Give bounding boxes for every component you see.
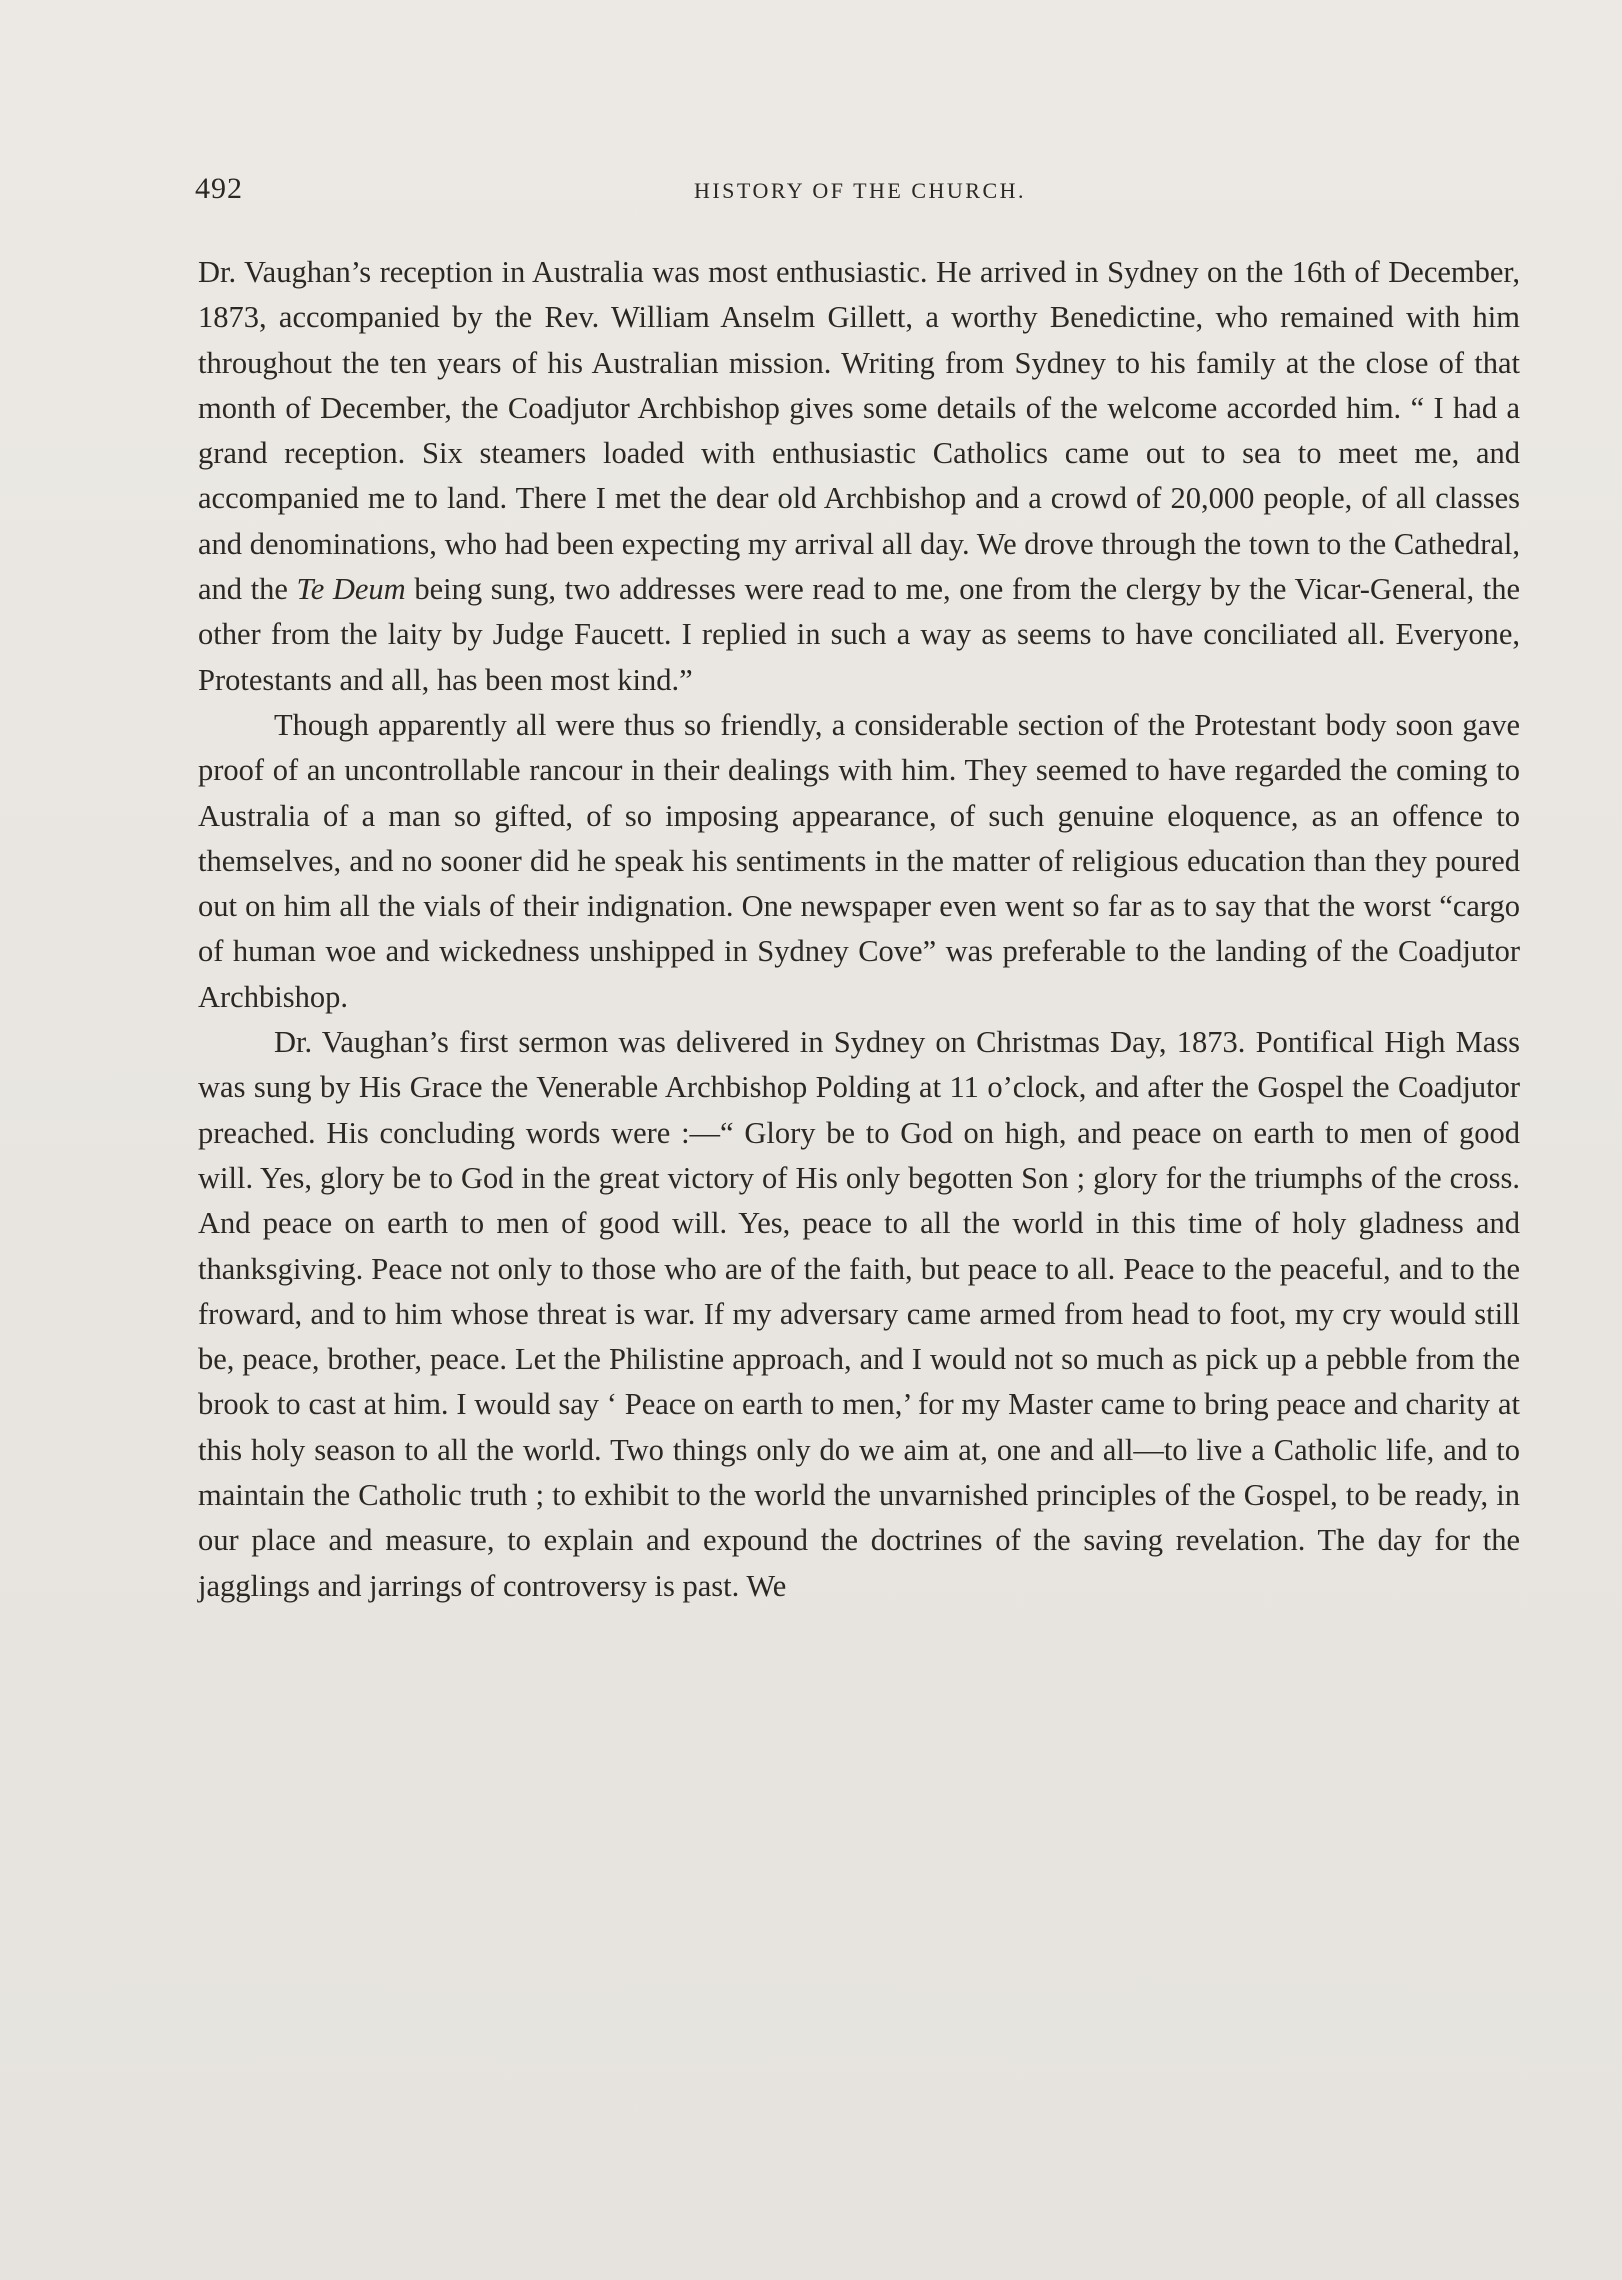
page-number: 492 (195, 172, 243, 205)
paragraph-reception (198, 250, 1520, 703)
running-title: HISTORY OF THE CHURCH. (693, 178, 1027, 203)
italic-title: Te Deum (296, 572, 406, 607)
paragraph-text: being sung, two addresses were read to me, one from the clergy by the Vicar-General, the other from the laity by Judge Faucett. I replied in such a way as seems to have conciliated all. Everyone, Protestants and all, has been most kind.” (198, 572, 1520, 697)
paragraph-protestant-rancour: Though apparently all were thus so friendly, a considerable section of the Protestant body soon gave proof of an uncontrollable rancour in their dealings with him. They seemed to have regarded the coming to Australia of a man so gifted, of so imposing appearance, of such genuine eloquence, as an offence to themselves, and no sooner did he speak his sentiments in the matter of religious education than they poured out on him all the vials of their indignation. One newspaper even went so far as to say that the worst “cargo of human woe and wickedness unshipped in Sydney Cove” was preferable to the landing of the Coadjutor Archbishop. (198, 707, 1520, 1014)
paragraph-first-sermon: Dr. Vaughan’s first sermon was delivered in Sydney on Christmas Day, 1873. Pontifical High Mass was sung by His Grace the Venerable Archbishop Polding at 11 o’clock, and after the Gospel the Coadjutor preached. His concluding words were :—“ Glory be to God on high, and peace on earth to men of good will. Yes, glory be to God in the great victory of His only begotten Son ; glory for the triumphs of the cross. And peace on earth to men of good will. Yes, peace to all the world in this time of holy gladness and thanksgiving. Peace not only to those who are of the faith, but peace to all. Peace to the peaceful, and to the froward, and to him whose threat is war. If my adversary came armed from head to foot, my cry would still be, peace, brother, peace. Let the Philistine approach, and I would not so much as pick up a pebble from the brook to cast at him. I would say ‘ Peace on earth to men,’ for my Master came to bring peace and charity at this holy season to all the world. Two things only do we aim at, one and all—to live a Catholic life, and to maintain the Catholic truth ; to exhibit to the world the unvarnished principles of the Gospel, to be ready, in our place and measure, to explain and expound the doctrines of the saving revelation. The day for the jagglings and jarrings of controversy is past. We (198, 1025, 1520, 1603)
running-head (195, 172, 1525, 212)
paragraph-text: Dr. Vaughan’s reception in Australia was most enthusiastic. He arrived in Sydney on the 16th of December, 1873, accompanied by the Rev. William Anselm Gillett, a worthy Benedictine, who remained with him throughout the ten years of his Australian mission. Writing from Sydney to his family at the close of that month of December, the Coadjutor Archbishop gives some details of the welcome accorded him. “ I had a grand reception. Six steamers loaded with enthusiastic Catholics came out to sea to meet me, and accompanied me to land. There I met the dear old Archbishop and a crowd of 20,000 people, of all classes and denominations, who had been expecting my arrival all day. We drove through the town to the Cathedral, and the (198, 255, 1520, 607)
body-text (198, 250, 1520, 1609)
